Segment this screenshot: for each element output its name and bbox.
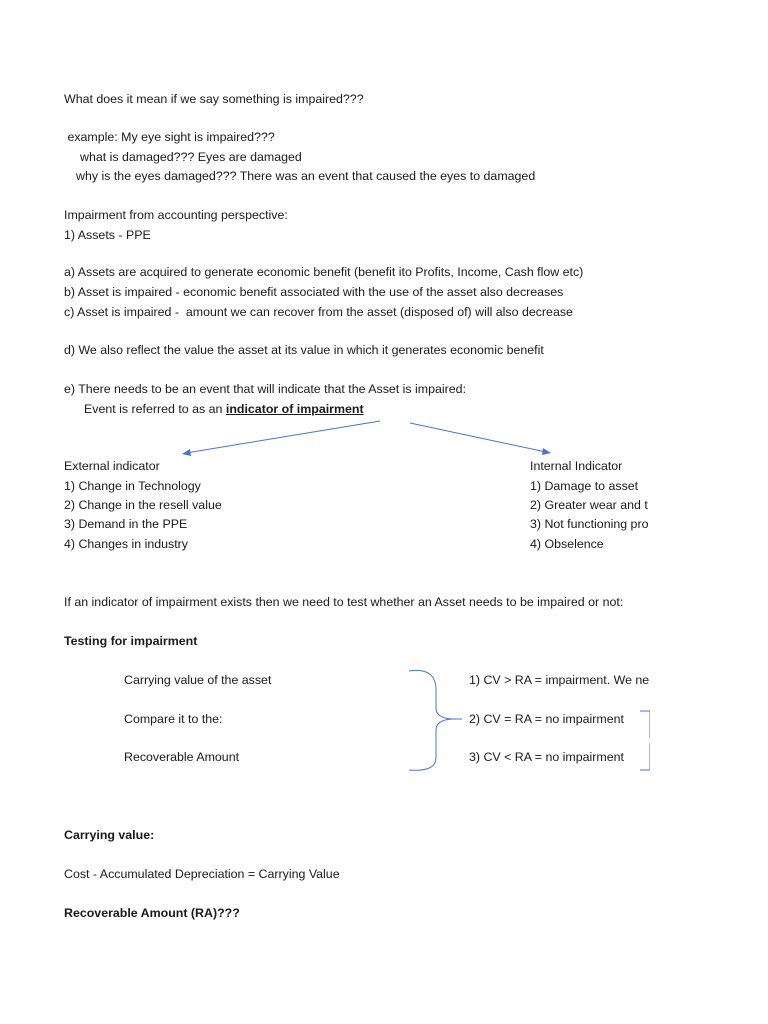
external-item: 1) Change in Technology [64,479,201,493]
bracket-right-top [640,711,650,738]
carrying-value-formula: Cost - Accumulated Depreciation = Carrying Value [64,867,340,881]
arrowhead-internal [542,448,551,455]
arrowhead-external [182,449,191,456]
carrying-value-heading: Carrying value: [64,828,155,842]
intro-question: What does it mean if we say something is impaired??? [64,92,364,106]
internal-item: 3) Not functioning pro [530,517,649,531]
outcome-right: 2) CV = RA = no impairment [469,712,624,726]
outcome-right: 1) CV > RA = impairment. We ne [469,673,650,687]
bracket-right-bottom [640,743,650,770]
intro-example: example: My eye sight is impaired??? [64,130,275,144]
external-item: 4) Changes in industry [64,537,188,551]
intro-what-damaged: what is damaged??? Eyes are damaged [80,150,302,164]
compare-left: Carrying value of the asset [124,673,272,687]
internal-item: 2) Greater wear and t [530,498,648,512]
outcome-right: 3) CV < RA = no impairment [469,750,624,764]
point-e: e) There needs to be an event that will indicate that the Asset is impaired: [64,382,467,396]
external-item: 2) Change in the resell value [64,498,222,512]
internal-item: 4) Obselence [530,537,604,551]
point-d: d) We also reflect the value the asset at its value in which it generates economic benefit [64,343,544,357]
recoverable-amount-heading: Recoverable Amount (RA)??? [64,906,240,920]
curly-bracket-left [409,670,452,770]
indicator-of-impairment-term: indicator of impairment [225,402,364,416]
intro-why-damaged: why is the eyes damaged??? There was an event that caused the eyes to damaged [76,169,536,183]
event-prefix: Event is referred to as an [84,402,226,416]
accounting-heading: Impairment from accounting perspective: [64,208,288,222]
point-c: c) Asset is impaired - amount we can recover from the asset (disposed of) will also decrease [64,305,573,319]
external-item: 3) Demand in the PPE [64,517,188,531]
point-a: a) Assets are acquired to generate economic benefit (benefit ito Profits, Income, Cash flow etc) [64,265,584,279]
testing-heading: Testing for impairment [64,634,198,648]
internal-item: 1) Damage to asset [530,479,639,493]
point-b: b) Asset is impaired - economic benefit associated with the use of the asset also decreases [64,285,564,299]
compare-left: Recoverable Amount [124,750,240,764]
arrow-to-internal [410,423,546,452]
internal-indicator-heading: Internal Indicator [530,459,623,473]
accounting-item-1: 1) Assets - PPE [64,228,151,242]
test-condition: If an indicator of impairment exists then we need to test whether an Asset needs to be impaired or not: [64,595,624,609]
arrow-to-external [186,421,380,453]
external-indicator-heading: External indicator [64,459,160,473]
compare-left: Compare it to the: [124,712,223,726]
